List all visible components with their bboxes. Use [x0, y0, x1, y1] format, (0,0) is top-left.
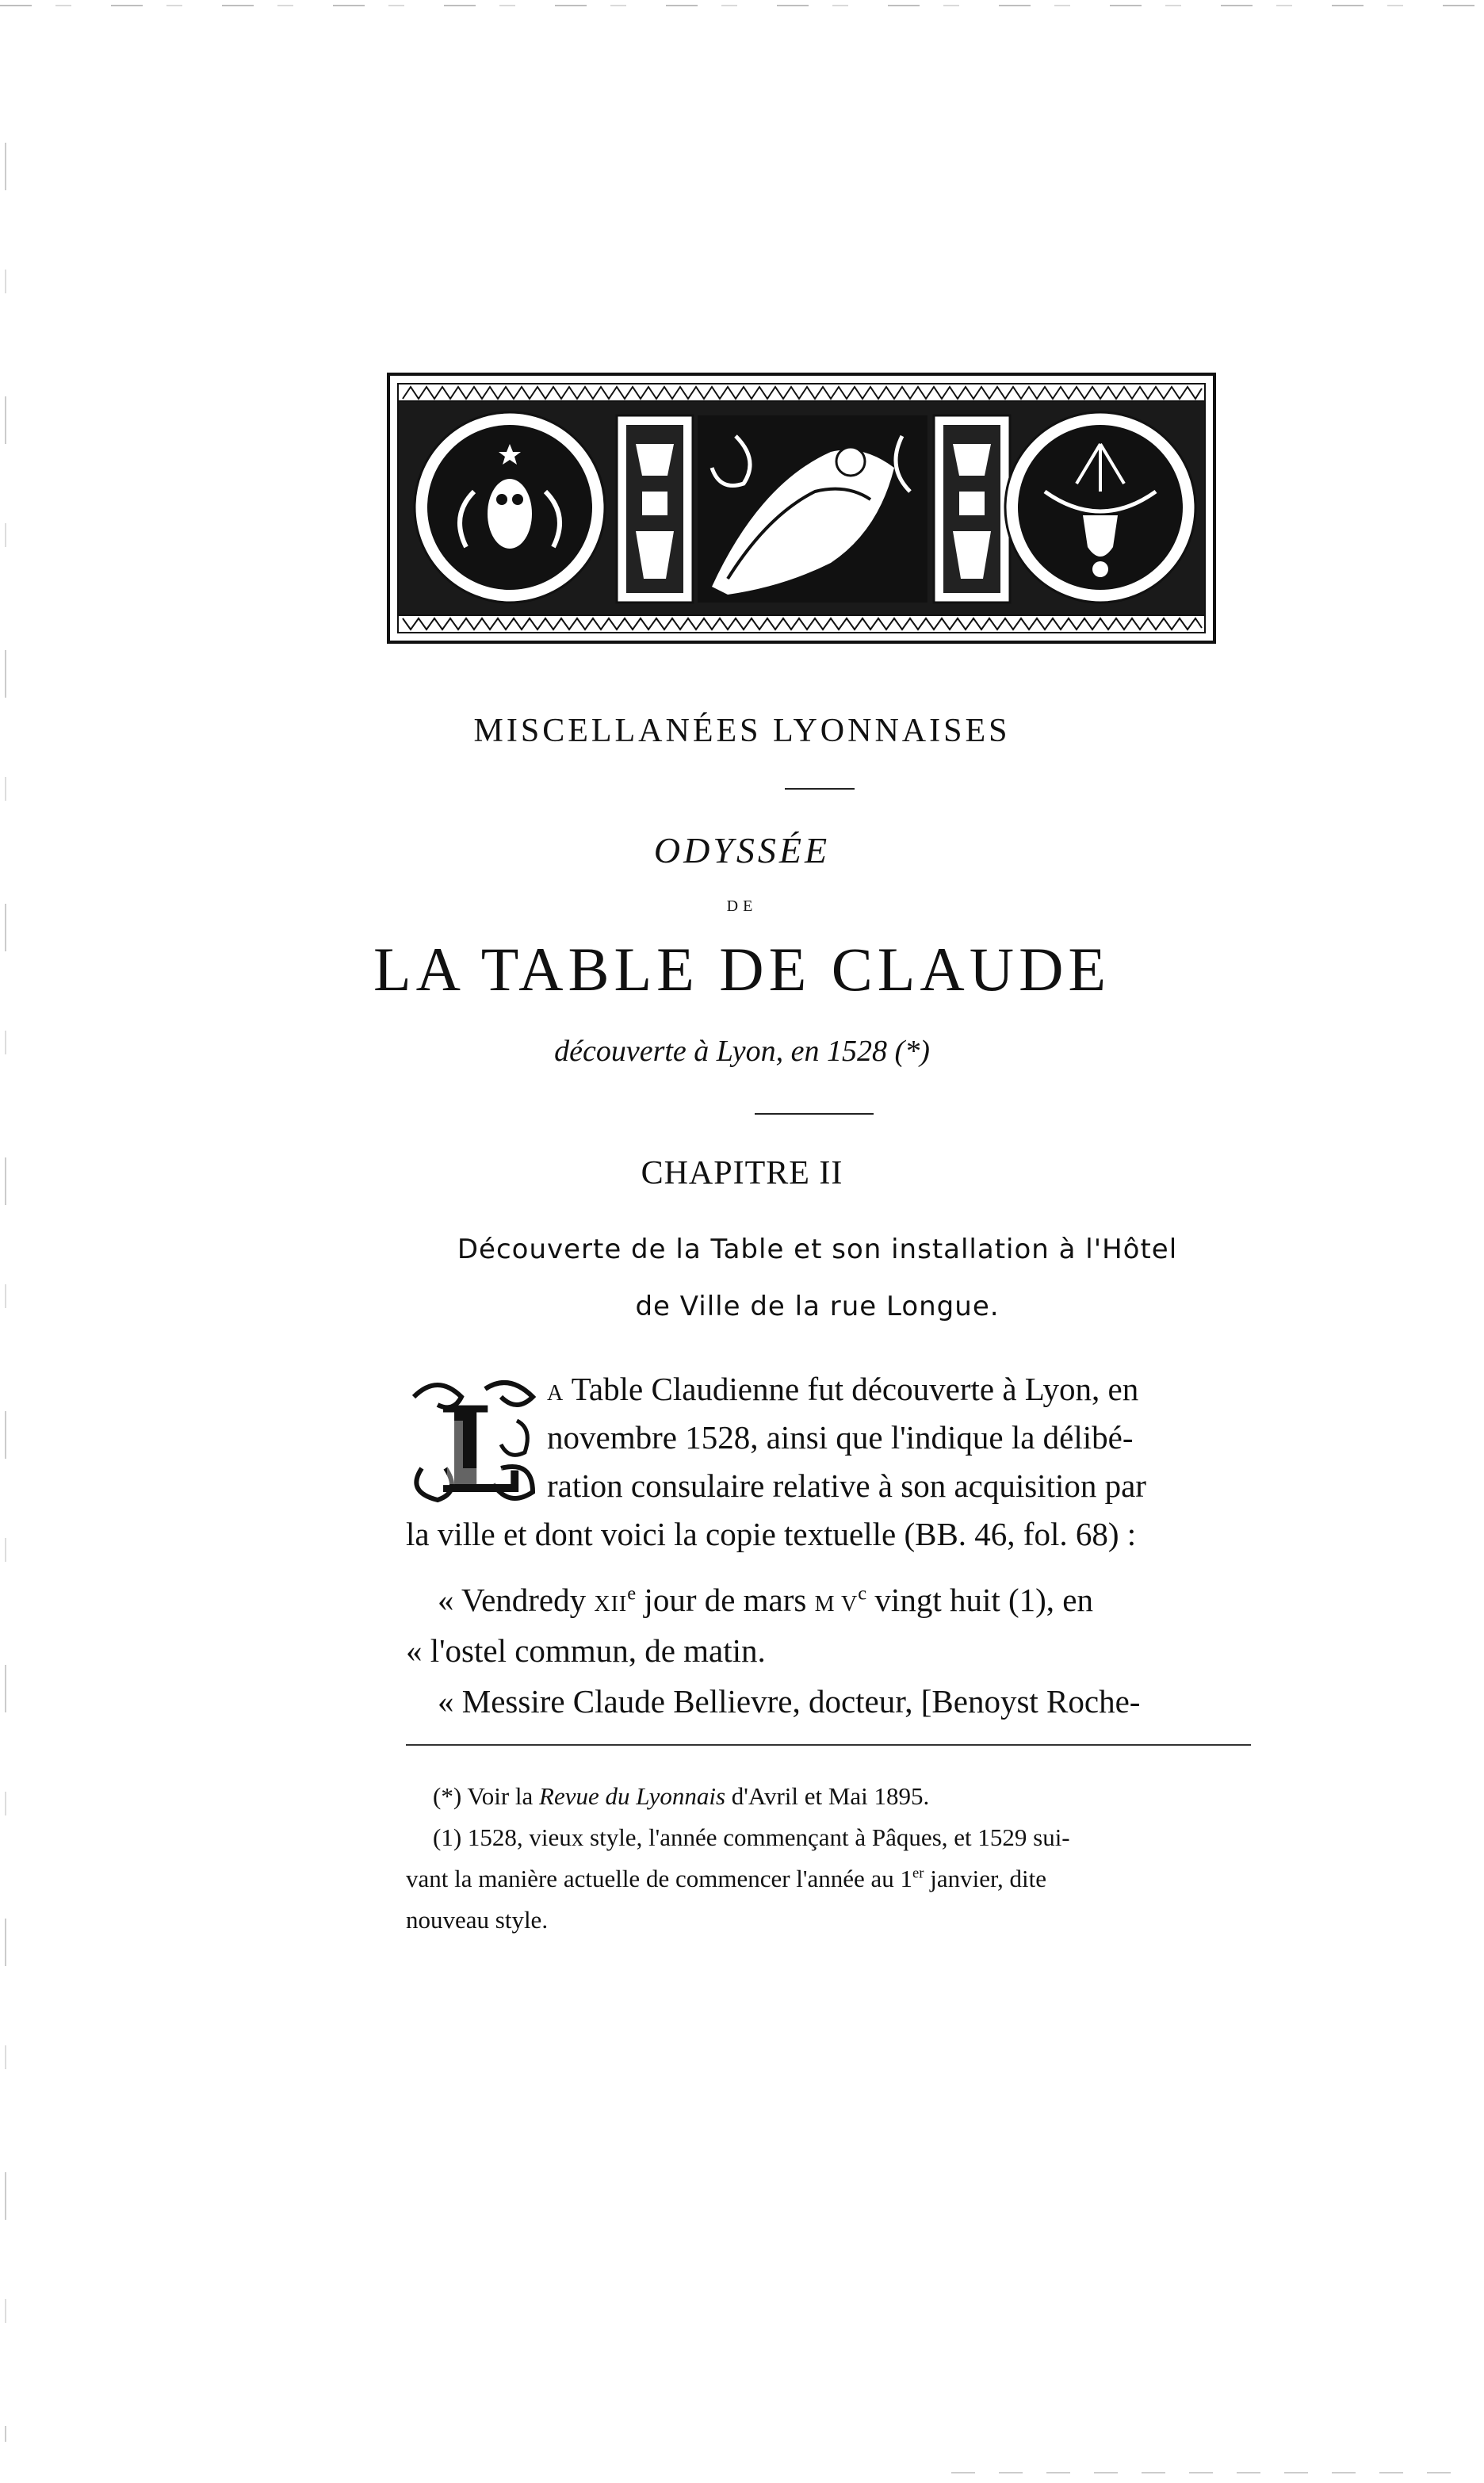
- quote-line-2: « l'ostel commun, de matin.: [406, 1632, 766, 1669]
- paragraph-line-1: A Table Claudienne fut découverte à Lyon, en: [547, 1371, 1139, 1407]
- chapter-subtitle: [393, 1221, 1241, 1335]
- paragraph-line-2: novembre 1528, ainsi que l'indique la délibé-: [547, 1419, 1134, 1456]
- paragraph-line-4: la ville et dont voici la copie textuelle (BB. 46, fol. 68) :: [406, 1516, 1137, 1552]
- scan-edge-top: [0, 5, 1484, 6]
- title-odyssee: ODYSSÉE: [653, 830, 831, 870]
- title-subtitle: découverte à Lyon, en 1528 (*): [554, 1035, 930, 1068]
- scan-edge-left: [5, 143, 6, 2442]
- paragraph-intro: [406, 1365, 1246, 1559]
- footnote-1-line-1: (1) 1528, vieux style, l'année commençant à Pâques, et 1529 sui-: [433, 1823, 1070, 1851]
- paragraph-line-3: ration consulaire relative à son acquisition par: [547, 1467, 1146, 1504]
- dropcap-letter: L: [438, 1381, 522, 1506]
- series-title: MISCELLANÉES LYONNAISES: [473, 713, 1011, 749]
- footnote-rule: [406, 1744, 1251, 1746]
- chapter-divider: [755, 1113, 874, 1115]
- quote-line-3: « Messire Claude Bellievre, docteur, [Benoyst Roche-: [438, 1683, 1141, 1720]
- title-divider: [785, 788, 855, 790]
- footnote-1-line-3: nouveau style.: [406, 1906, 549, 1934]
- chapter-subtitle-line-2: de Ville de la rue Longue.: [635, 1291, 1000, 1322]
- footnotes: [406, 1776, 1251, 1941]
- page-title: LA TABLE DE CLAUDE: [373, 935, 1111, 1004]
- title-de: DE: [726, 897, 758, 915]
- deliberation-quote: [406, 1574, 1246, 1727]
- ornamental-headpiece: [387, 373, 1216, 644]
- footnote-1-line-2: vant la manière actuelle de commencer l'année au 1er janvier, dite: [406, 1865, 1047, 1892]
- footnote-star: (*) Voir la Revue du Lyonnais d'Avril et Mai 1895.: [433, 1782, 930, 1810]
- quote-line-1: « Vendredy XIIe jour de mars M $V^c$ vingt huit (1), en: [438, 1582, 1093, 1618]
- scan-edge-bottom: [951, 2472, 1474, 2473]
- chapter-subtitle-line-1: Découverte de la Table et son installation à l'Hôtel: [457, 1234, 1178, 1265]
- chapter-heading: CHAPITRE II: [641, 1155, 843, 1192]
